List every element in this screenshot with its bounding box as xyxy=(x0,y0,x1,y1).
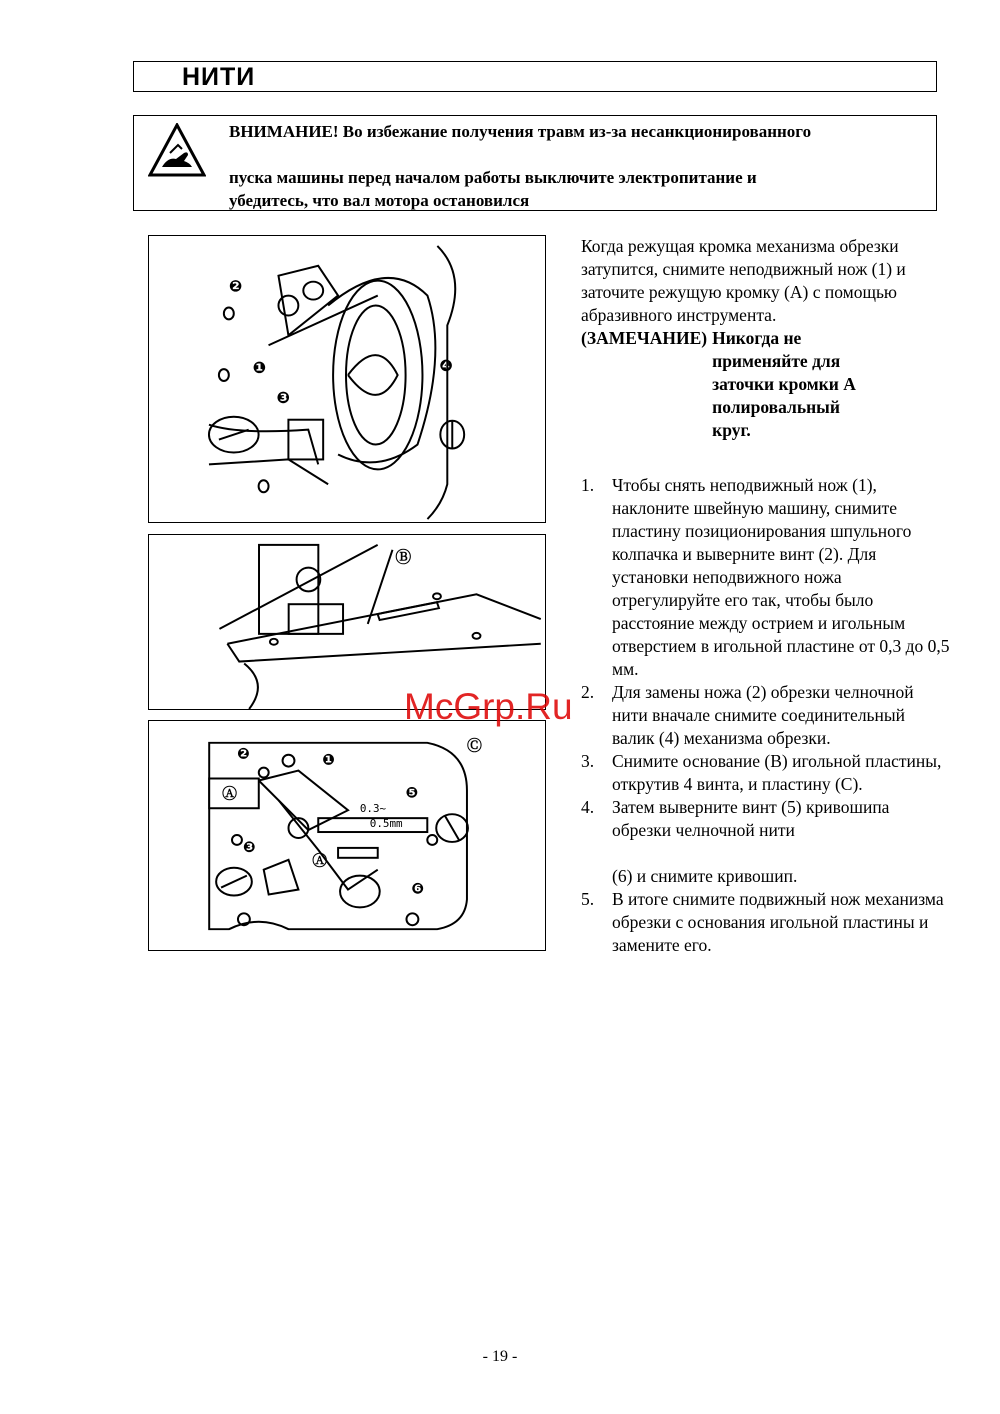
dim-gap-max: 0.5mm xyxy=(369,817,403,831)
page-number: - 19 - xyxy=(482,1348,518,1365)
warning-line-3: убедитесь, что вал мотора остановился xyxy=(229,191,530,210)
list-item: 1. Чтобы снять неподвижный нож (1), наклоните швейную машину, снимите пластину позиционирования шпульного колпачка и выверните винт (2). Для установки неподвижного ножа отрегулируйте его так, чтобы было расстояние между острием и игольным отверстием в игольной пластине от 0,3 до 0,5 мм. xyxy=(581,475,950,679)
note-block xyxy=(581,327,951,442)
warning-line-1: ВНИМАНИЕ! Во избежание получения травм из-за несанкционированного xyxy=(229,122,812,141)
callout-2: ❷ xyxy=(228,278,243,296)
note-label: (ЗАМЕЧАНИЕ) xyxy=(581,328,708,348)
watermark: McGrp.Ru xyxy=(404,686,573,727)
figure-1-drawing xyxy=(149,236,545,522)
instructions-column xyxy=(581,235,951,957)
callout-B: Ⓑ xyxy=(395,549,412,567)
callout-2: ❷ xyxy=(236,746,250,763)
figure-2-drawing xyxy=(149,535,545,709)
steps-list xyxy=(581,474,951,957)
list-item: 4. Затем выверните винт (5) кривошипа обрезки челночной нити (6) и снимите кривошип. xyxy=(581,797,890,886)
intro-paragraph: Когда режущая кромка механизма обрезки затупится, снимите неподвижный нож (1) и заточите режущую кромку (А) с помощью абразивного инструмента. xyxy=(581,236,906,325)
list-item: 2. Для замены ножа (2) обрезки челночной нити вначале снимите соединительный валик (4) механизма обрезки. xyxy=(581,682,914,748)
callout-4: ❹ xyxy=(439,358,453,376)
callout-6: ❻ xyxy=(411,881,425,898)
list-item: 3. Снимите основание (В) игольной пластины, открутив 4 винта, и пластину (С). xyxy=(581,751,942,794)
list-item: 5. В итоге снимите подвижный нож механизма обрезки с основания игольной пластины и замените его. xyxy=(581,889,944,955)
callout-3: ❸ xyxy=(242,839,256,856)
section-title-box xyxy=(133,61,937,92)
callout-3: ❸ xyxy=(276,389,290,407)
callout-C: Ⓒ xyxy=(466,738,482,755)
warning-box xyxy=(133,115,937,211)
note-text: Никогда не применяйте для заточки кромки А полировальный круг. xyxy=(712,328,856,440)
figure-3-trimmer-knives xyxy=(148,720,546,951)
page-title: НИТИ xyxy=(182,63,256,91)
callout-5: ❺ xyxy=(405,785,419,802)
figure-3-drawing xyxy=(149,721,545,950)
callout-1: ❶ xyxy=(252,360,267,378)
figure-1-hook-knife xyxy=(148,235,546,523)
warning-line-2: пуска машины перед началом работы выключите электропитание и xyxy=(229,168,757,187)
figure-2-needle-plate-base xyxy=(148,534,546,710)
callout-1: ❶ xyxy=(322,752,335,769)
hand-caution-icon xyxy=(148,123,206,177)
callout-A-upper: Ⓐ xyxy=(222,786,237,803)
callout-A-lower: Ⓐ xyxy=(312,853,328,870)
dim-gap-min: 0.3~ xyxy=(359,802,387,816)
warning-text xyxy=(229,120,811,212)
